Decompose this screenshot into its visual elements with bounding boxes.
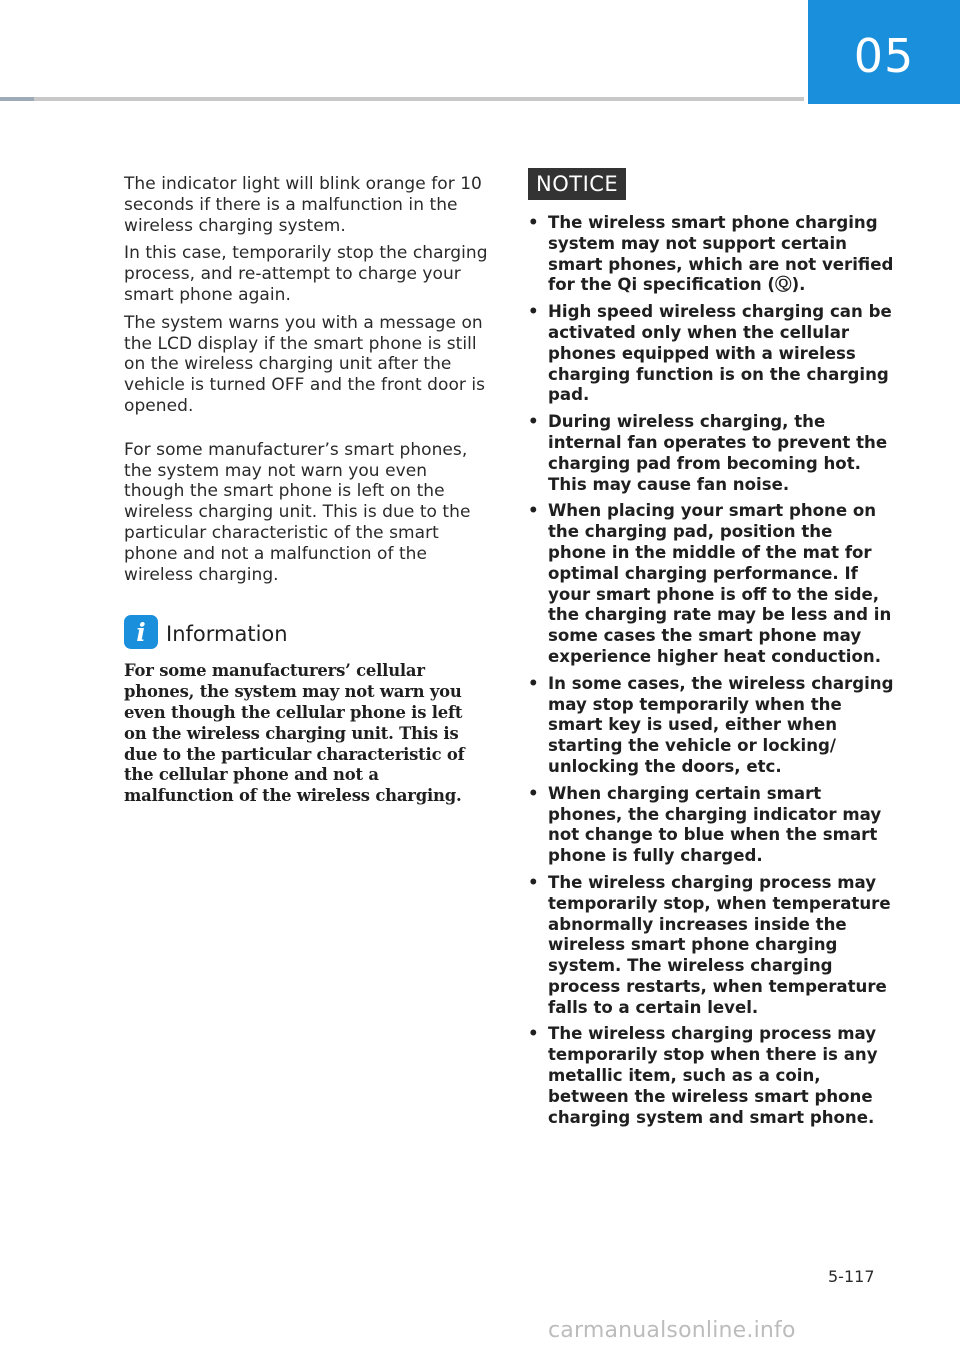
notice-item <box>524 873 894 1019</box>
paragraph-stop-charging: In this case, temporarily stop the charging process, and re-attempt to charge your smart phone again. <box>124 243 488 305</box>
notice-item <box>524 501 894 667</box>
notice-item <box>524 1024 894 1128</box>
info-icon: i <box>124 615 158 649</box>
paragraph-lcd-warning: The system warns you with a message on the LCD display if the smart phone is still on the wireless charging unit after the vehicle is turned OFF and the front door is opened. <box>124 312 486 416</box>
right-column <box>524 168 894 1134</box>
notice-item-text: High speed wireless charging can be activated only when the cellular phones equipped with a wireless charging function is on the charging pad. <box>548 302 892 405</box>
header-rule <box>0 97 804 101</box>
notice-item-text: The wireless charging process may temporarily stop, when temperature abnormally increases inside the wireless smart phone charging system. The wireless charging process restarts, when temperature falls to a certain level. <box>548 872 891 1017</box>
notice-item-text: The wireless charging process may temporarily stop when there is any metallic item, such as a coin, between the wireless smart phone charging system and smart phone. <box>548 1024 878 1127</box>
bullet-icon: • <box>528 1024 539 1044</box>
watermark: carmanualsonline.info <box>548 1318 796 1343</box>
bullet-icon: • <box>528 501 539 521</box>
notice-item <box>524 302 894 406</box>
notice-item-text: When placing your smart phone on the charging pad, position the phone in the middle of the mat for optimal charging performance. If your smart phone is off to the side, the charging rate may be less and in some cases the smart phone may experience higher heat conduction. <box>548 501 892 666</box>
notice-item <box>524 674 894 778</box>
bullet-icon: • <box>528 412 539 432</box>
bullet-icon: • <box>528 213 539 232</box>
bullet-icon: • <box>528 872 539 892</box>
information-header <box>124 615 490 649</box>
notice-badge: NOTICE <box>528 168 626 200</box>
chapter-tab: 05 <box>808 0 960 104</box>
page-number: 5-117 <box>828 1267 875 1286</box>
notice-item-text: When charging certain smart phones, the charging indicator may not change to blue when the smart phone is fully charged. <box>548 783 882 866</box>
paragraph-manufacturer-note: For some manufacturer’s smart phones, the system may not warn you even though the smart phone is left on the wireless charging unit. This is due to the particular characteristic of the smart phone and not a malfunction of the wireless charging. <box>124 439 471 585</box>
notice-item-text: In some cases, the wireless charging may stop temporarily when the smart key is used, either when starting the vehicle or locking/ unlocking the doors, etc. <box>548 673 894 776</box>
paragraph-blink-indicator: The indicator light will blink orange for 10 seconds if there is a malfunction in the wireless charging system. <box>124 174 482 236</box>
notice-item-text: During wireless charging, the internal fan operates to prevent the charging pad from becoming hot. This may cause fan noise. <box>548 412 888 494</box>
header-rule-accent <box>0 97 34 101</box>
bullet-icon: • <box>528 783 539 803</box>
left-column <box>124 174 490 807</box>
notice-item <box>524 213 894 296</box>
information-body: For some manufacturers’ cellular phones, the system may not warn you even though the cellular phone is left on the wireless charging unit. This is due to the particular characteristic of the cellular phone and not a malfunction of the wireless charging. <box>124 661 465 806</box>
notice-list <box>524 213 894 1128</box>
information-title: Information <box>166 622 288 647</box>
bullet-icon: • <box>528 673 539 693</box>
bullet-icon: • <box>528 302 539 322</box>
notice-item <box>524 784 894 867</box>
notice-item <box>524 412 894 495</box>
notice-item-text: The wireless smart phone charging system may not support certain smart phones, which are not verified for the Qi specification (Ⓠ). <box>548 213 894 295</box>
